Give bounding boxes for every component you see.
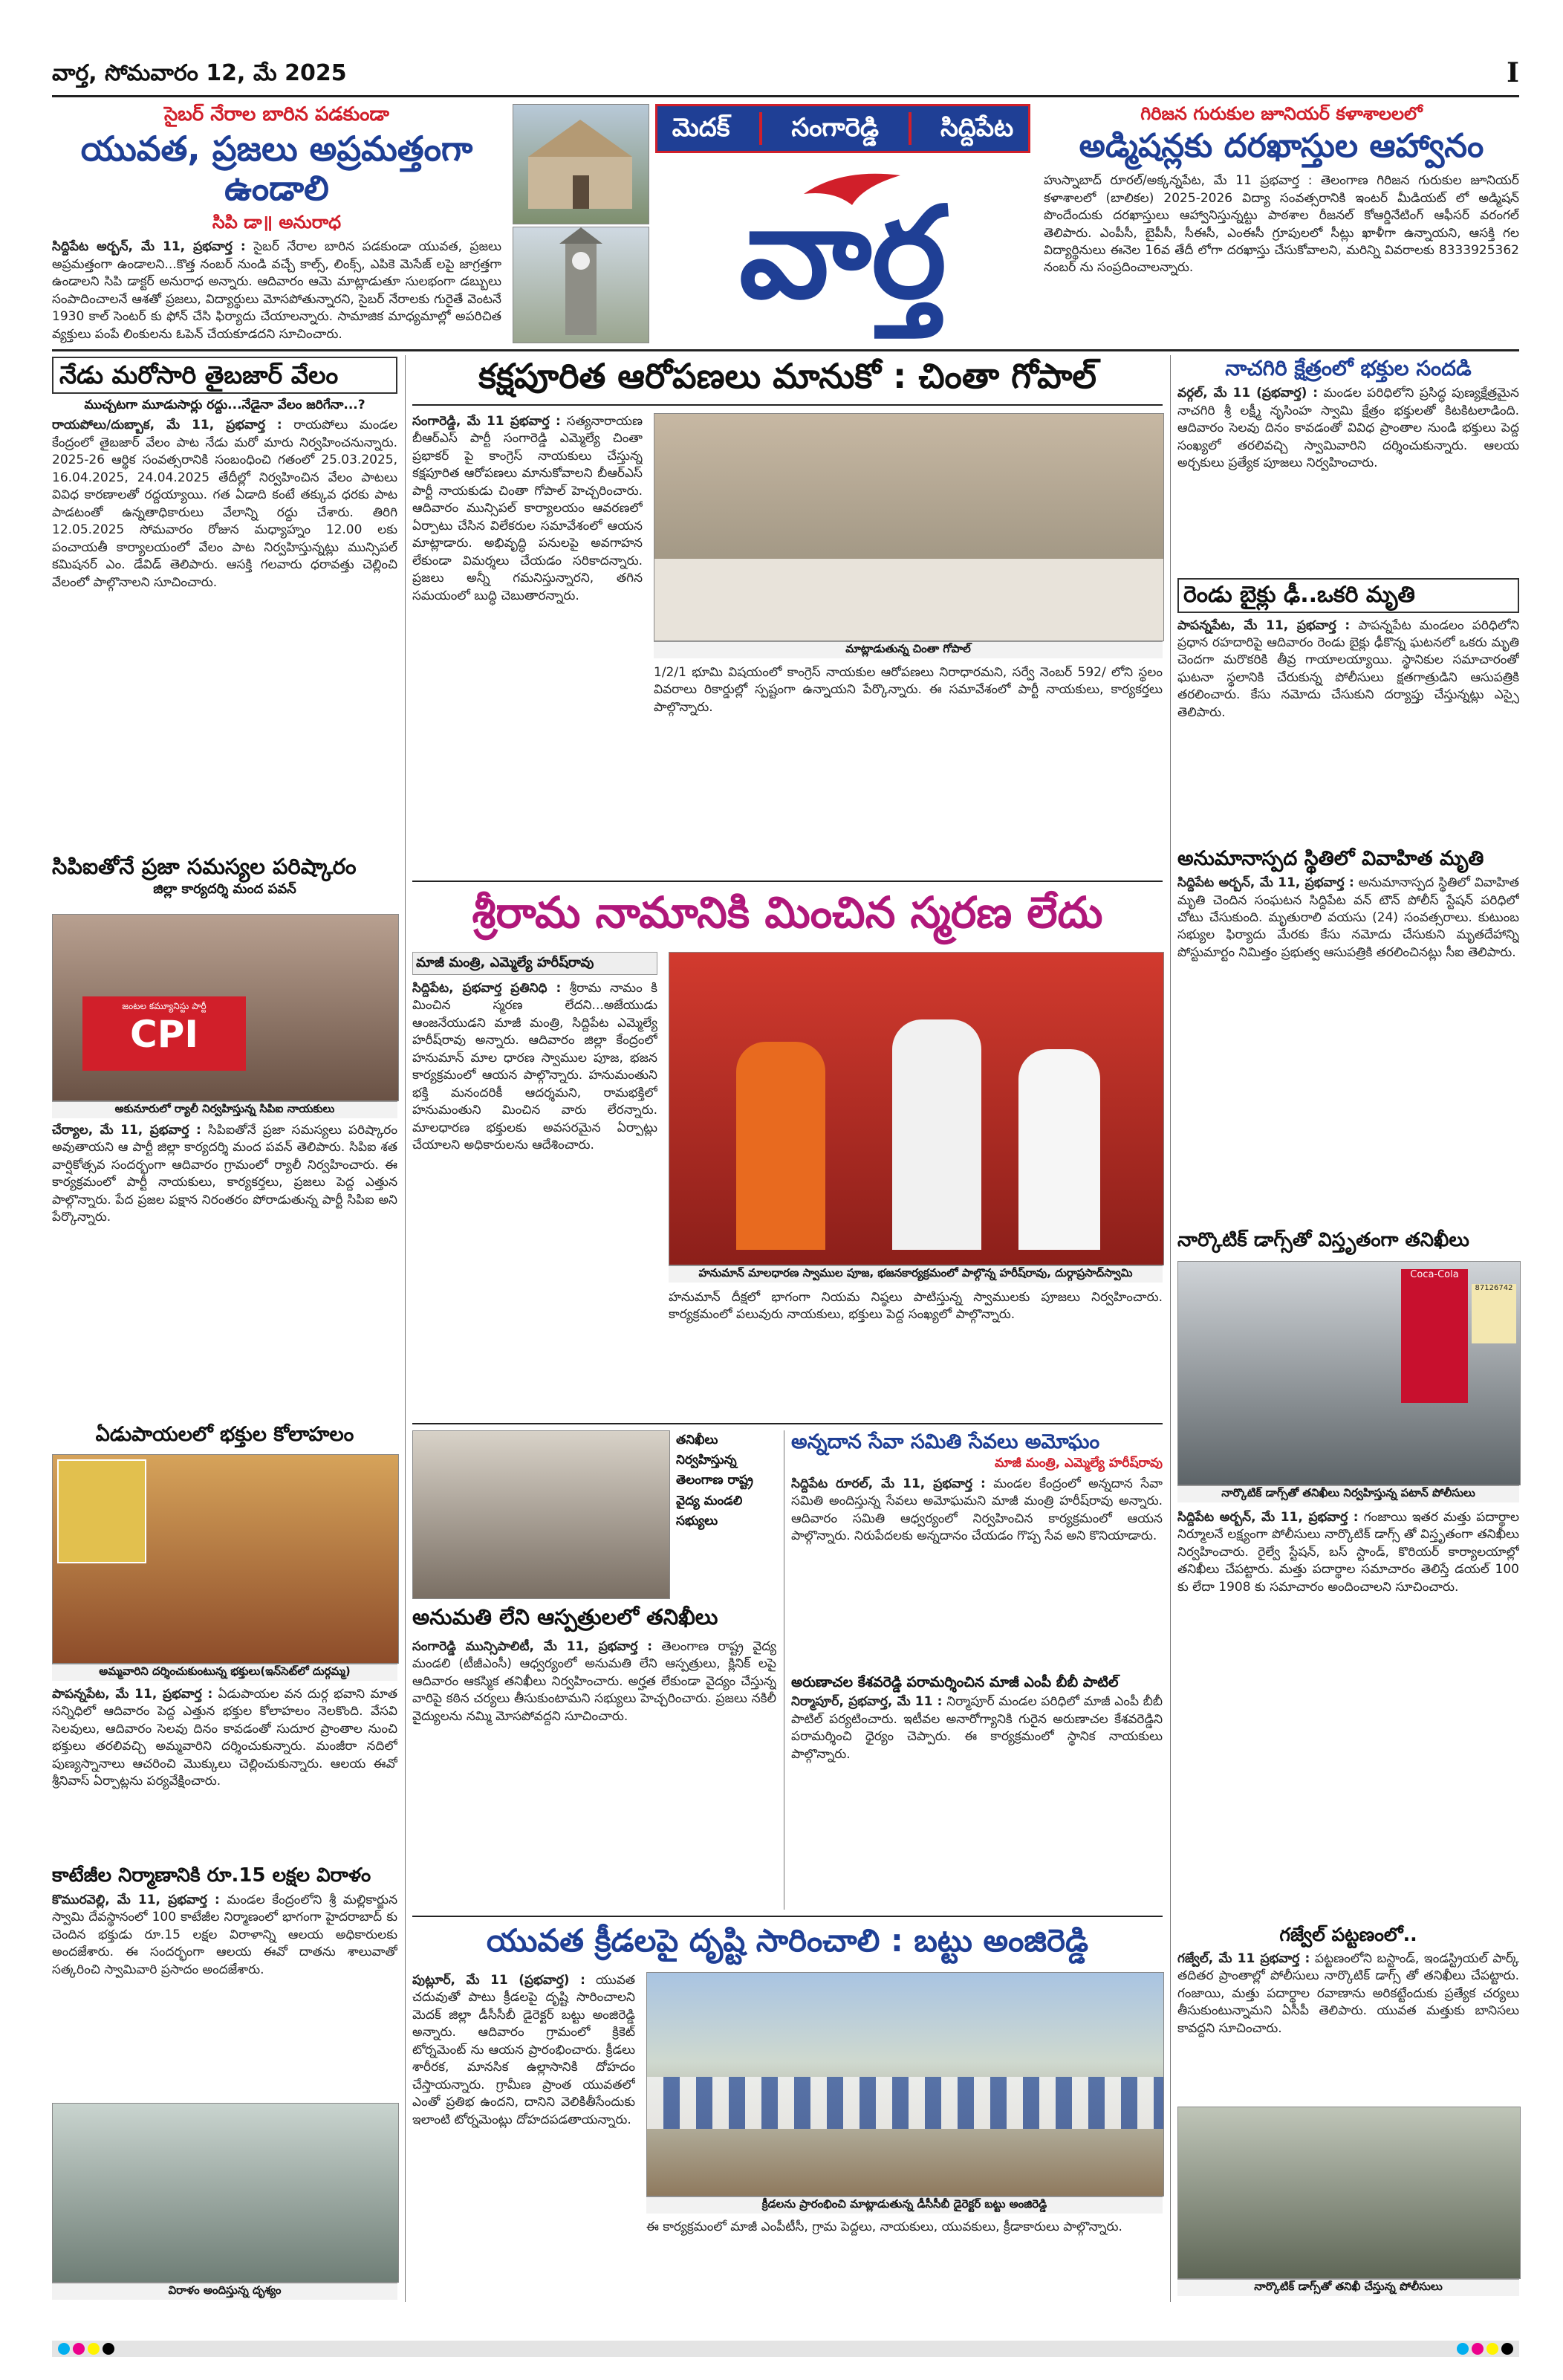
col-divider-left — [405, 355, 406, 2302]
left-s3-caption: అమ్మవారిని దర్శించుకుంటున్న భక్తులు(ఇన్‌సెట్‌లో దుర్గమ్మ) — [52, 1664, 397, 1681]
mid-bottom-body-left: యువత చదువుతో పాటు క్రీడలపై దృష్టి సారించాలని మెదక్ జిల్లా డీసీసీబీ డైరెక్టర్ బట్టు అంజిరెడ్డి అన్నారు. ఆదివారం గ్రామంలో క్రికెట్ టోర్నమెంట్ ను ఆయన ప్రారంభించారు. క్రీడలు శారీరక, మానసిక ఉల్లాసానికి దోహదం చేస్తాయన్నారు. గ్రామీణ ప్రాంత యువతలో ఎంతో ప్రతిభ ఉందని, దానిని వెలికితీసేందుకు ఇలాంటి టోర్నమెంట్లు దోహదపడతాయన్నారు. — [412, 1973, 635, 2127]
left-story-2 — [52, 855, 397, 1419]
left-s4-photo — [52, 2103, 399, 2283]
masthead — [513, 104, 1033, 342]
col-divider-right — [1170, 355, 1171, 2302]
left-story-1 — [52, 357, 397, 847]
left-s2-dateline: చేర్యాల, మే 11, ప్రభవార్త : — [52, 1123, 201, 1138]
mid-feature-caption: హనుమాన్ మాలధారణ స్వాముల పూజ, భజనకార్యక్రమంలో పాల్గొన్న హరీష్‌రావు, దుర్గాప్రసాద్‌స్వామి — [669, 1265, 1163, 1283]
banner-party-name: జంటల కమ్యూనిస్టు పార్టీ — [122, 1001, 207, 1011]
left-s2-caption: అకునూరులో ర్యాలీ నిర్వహిస్తున్న సిపిఐ నాయకులు — [52, 1101, 397, 1118]
right-story-3 — [1177, 847, 1519, 1226]
deity-inset — [57, 1459, 146, 1563]
cmyk-dots-right — [1457, 2343, 1513, 2355]
right-s4-dateline: సిద్దిపేట అర్బన్, మే 11, ప్రభవార్త : — [1177, 1510, 1359, 1525]
right-s5-body: పట్టణంలోని బస్టాండ్, ఇండస్ట్రియల్ పార్క్ తదితర ప్రాంతాల్లో పోలీసులు నార్కొటిక్ డాగ్స్ తో తనిఖీలు చేపట్టారు. గంజాయి, మత్తు పదార్థాల రవాణాను అరికట్టేందుకు ప్రత్యేక చర్యలు తీసుకుంటున్నామని ఏసీపీ తెలిపారు. యువత మత్తుకు బానిసలు కావద్దని సూచించారు. — [1177, 1951, 1519, 2036]
masthead-photo-temple — [513, 104, 649, 224]
right-story-4 — [1177, 1230, 1519, 1921]
masthead-brand-block — [655, 160, 1030, 342]
edition-medak: మెదక్ — [672, 113, 730, 143]
left-s4-body: మండల కేంద్రంలోని శ్రీ మల్లికార్జున స్వామి దేవస్థానంలో 100 కాటేజీల నిర్మాణంలో భాగంగా హైదరాబాద్ కు చెందిన భక్తుడు రూ.15 లక్షల విరాళాన్ని ఆలయ అధికారులకు అందజేశారు. ఈ సందర్భంగా ఆలయ ఈవో దాతను శాలువాతో సత్కరించి స్వామివారి ప్రసాదం అందజేశారు. — [52, 1892, 397, 1977]
mid-bottom-dateline: పుట్లూర్, మే 11 (ప్రభవార్త) : — [412, 1973, 585, 1988]
left-s3-body: ఏడుపాయల వన దుర్గ భవాని మాత సన్నిధిలో ఆదివారం పెద్ద ఎత్తున భక్తుల కోలాహలం నెలకొంది. వేసవి సెలవులు, ఆదివారం సెలవు దినం కావడంతో సుదూర ప్రాంతాల నుంచి భక్తులు తరలివచ్చి అమ్మవారిని దర్శించుకున్నారు. మంజీరా నదిలో పుణ్యస్నానాలు ఆచరించి మొక్కులు చెల్లించుకున్నారు. ఆలయ ఈవో శ్రీనివాస్ ఏర్పాట్లను పర్యవేక్షించారు. — [52, 1687, 397, 1789]
mid-feature-photo — [669, 952, 1164, 1265]
edition-sangareddy: సంగారెడ్డి — [791, 113, 880, 143]
left-s1-dateline: రాయపోలు/దుబ్బాక, మే 11, ప్రభవార్త : — [52, 418, 282, 433]
mid-feature-headline: శ్రీరామ నామానికి మించిన స్మరణ లేదు — [472, 887, 1103, 938]
right-s1-body: మండల పరిధిలోని ప్రసిద్ధ పుణ్యక్షేత్రమైన నాచగిరి శ్రీ లక్ష్మీ నృసింహ స్వామి క్షేత్రం భక్తులతో కిటకిటలాడింది. ఆదివారం సెలవు దినం కావడంతో వివిధ ప్రాంతాల నుండి భక్తులు పెద్ద సంఖ్యలో తరలివచ్చి స్వామివారిని దర్శించుకున్నారు. ఆలయ అర్చకులు ప్రత్యేక పూజలు నిర్వహించారు. — [1177, 386, 1519, 470]
mid-lower-right-byline: మాజీ మంత్రి, ఎమ్మెల్యే హరీష్‌రావు — [994, 1456, 1163, 1471]
left-s2-byline: జిల్లా కార్యదర్శి మంద పవన్ — [153, 881, 296, 898]
mid-top-caption: మాట్లాడుతున్న చింతా గోపాల్ — [654, 641, 1163, 658]
mid-lower-right-sub-body: నిర్మాపూర్ మండల పరిధిలో మాజీ ఎంపీ బీబీ పాటిల్ పర్యటించారు. ఇటీవల అనారోగ్యానికి గురైన అరుణాచల కేశవరెడ్డిని పరామర్శించి ధైర్యం చెప్పారు. ఈ కార్యక్రమంలో స్థానిక నాయకులు పాల్గొన్నారు. — [791, 1694, 1163, 1762]
masthead-brand: వార్త — [739, 180, 946, 327]
edition-siddipet: సిద్దిపేట — [940, 113, 1014, 143]
mid-top-dateline: సంగారెడ్డి, మే 11 ప్రభవార్త : — [412, 414, 561, 429]
left-s4-caption: విరాళం అందిస్తున్న దృశ్యం — [52, 2283, 397, 2300]
mid-lower-right-body: మండల కేంద్రంలో అన్నదాన సేవా సమితి అందిస్తున్న సేవలు అమోఘమని మాజీ మంత్రి హరీష్‌రావు అన్నారు. ఆదివారం సమితి ఆధ్వర్యంలో నిర్వహించిన కార్యక్రమంలో ఆయన పాల్గొన్నారు. నిరుపేదలకు అన్నదానం చేయడం గొప్ప సేవ అని కొనియాడారు. — [791, 1476, 1163, 1543]
left-s3-dateline: పాపన్నపేట, మే 11, ప్రభవార్త : — [52, 1687, 213, 1702]
left-story-4 — [52, 1865, 397, 2303]
mid-top-body-right: 1/2/1 భూమి విషయంలో కాంగ్రెస్ నాయకుల ఆరోపణలు నిరాధారమని, సర్వే నెంబర్ 592/ లోని స్థలం వివరాలు రికార్డుల్లో స్పష్టంగా ఉన్నాయని పేర్కొన్నారు. ఈ సమావేశంలో పార్టీ నాయకులు, కార్యకర్తలు పాల్గొన్నారు. — [654, 665, 1163, 715]
temple-illustration — [513, 105, 649, 224]
top-left-kicker: సైబర్ నేరాల బారిన పడకుండా — [164, 103, 389, 126]
shop-board — [1472, 1284, 1516, 1343]
left-s1-kicker: ముచ్చటగా మూడుసార్లు రద్దు...నేడైనా వేలం జరిగేనా...? — [84, 397, 365, 412]
mid-feature-dateline: సిద్దిపేట, ప్రభవార్త ప్రతినిధి : — [412, 981, 562, 996]
mid-lower-right-story — [791, 1430, 1163, 1910]
top-left-byline: సిపి డా॥ అనురాధ — [212, 211, 342, 233]
mid-bottom-story — [412, 1923, 1163, 2302]
right-s5-dateline: గజ్వేల్, మే 11 ప్రభవార్త : — [1177, 1951, 1310, 1966]
mid-feature-story — [412, 888, 1163, 1419]
coke-fridge — [1401, 1269, 1468, 1403]
left-s4-dateline: కొమురవెల్లి, మే 11, ప్రభవార్త : — [52, 1892, 220, 1907]
right-s4-headline: నార్కొటిక్ డాగ్స్‌తో విస్తృతంగా తనిఖీలు — [1177, 1229, 1469, 1251]
mid-lower-left-body: తెలంగాణ రాష్ట్ర వైద్య మండలి (టీజీఎంసీ) ఆధ్వర్యంలో అనుమతి లేని ఆస్పత్రులు, క్లినిక్ లపై ఆదివారం ఆకస్మిక తనిఖీలు నిర్వహించారు. అర్హత లేకుండా వైద్యం చేస్తున్న వారిపై కఠిన చర్యలు తీసుకుంటామని సభ్యులు హెచ్చరించారు. ప్రజలు నకిలీ వైద్యులను నమ్మి మోసపోవద్దని సూచించారు. — [412, 1639, 776, 1724]
mid-lower-left-side-caption: తనిఖీలు నిర్వహిస్తున్న తెలంగాణ రాష్ట్ర వైద్య మండలి సభ్యులు — [676, 1433, 753, 1528]
right-s4-body: గంజాయి ఇతర మత్తు పదార్థాల నిర్మూలనే లక్ష్యంగా పోలీసులు నార్కొటిక్ డాగ్స్ తో విస్తృతంగా తనిఖీలు నిర్వహించారు. రైల్వే స్టేషన్, బస్ స్టాండ్, కొరియర్ కార్యాలయాల్లో తనిఖీలు చేపట్టారు. మత్తు పదార్థాల సమాచారం తెలిస్తే డయల్ 100 కు లేదా 1908 కు సమాచారం అందించాలని సూచించారు. — [1177, 1510, 1519, 1595]
edition-divider — [759, 112, 762, 145]
left-s4-headline: కాటేజీల నిర్మాణానికి రూ.15 లక్షల విరాళం — [52, 1864, 371, 1887]
right-s3-body: అనుమానాస్పద స్థితిలో వివాహిత మృతి చెందిన సంఘటన సిద్దిపేట వన్ టౌన్ పోలీస్ స్టేషన్ పరిధిలో చోటు చేసుకుంది. మృతురాలి వయసు (24) సంవత్సరాలు. కుటుంబ సభ్యుల ఫిర్యాదు మేరకు కేసు నమోదు చేసుకుని మృతదేహాన్ని పోస్టుమార్టం నిమిత్తం ప్రభుత్వ ఆసుపత్రికి తరలించినట్లు సీఐ తెలిపారు. — [1177, 875, 1519, 960]
right-s5-headline: గజ్వేల్ పట్టణంలో.. — [1279, 1924, 1417, 1945]
right-s3-headline: అనుమానాస్పద స్థితిలో వివాహిత మృతి — [1177, 847, 1484, 870]
mid-feature-byline: మాజీ మంత్రి, ఎమ్మెల్యే హరీష్‌రావు — [412, 952, 657, 975]
left-s1-body: రాయపోలు మండల కేంద్రంలో తైబజార్ వేలం పాట నేడు మరో మారు నిర్వహించనున్నారు. 2025-26 ఆర్థిక సంవత్సరానికి సంబంధించి గతంలో 25.03.2025, 16.04.2025, 24.04.2025 తేదీల్లో నిర్వహించిన వేలం పాటలు వివిధ కారణాలతో రద్దయ్యాయి. గత ఏడాది కంటే తక్కువ ధరకు పాట పాడటంతో ఉన్నతాధికారులు వేలాన్ని రద్దు చేశారు. తిరిగి 12.05.2025 సోమవారం రోజున మధ్యాహ్నం 12.00 లకు పంచాయతీ కార్యాలయంలో వేలం పాట నిర్వహిస్తున్నట్లు మున్సిపల్ కమిషనర్ ఎం. డేవిడ్ తెలిపారు. ఆసక్తి గలవారు ధరావత్తు చెల్లించి వేలంలో పాల్గొనాలని సూచించారు. — [52, 418, 397, 590]
left-s1-headline: నేడు మరోసారి తైబజార్ వేలం — [52, 357, 397, 394]
masthead-edition-bar — [655, 104, 1030, 153]
mid-lower-right-headline: అన్నదాన సేవా సమితి సేవలు అమోఘం — [791, 1430, 1100, 1453]
mid-feature-body-left: శ్రీరామ నామం కి మించిన స్మరణ లేదని...అజేయుడు ఆంజనేయుడని మాజీ మంత్రి, సిద్దిపేట ఎమ్మెల్యే హరీష్‌రావు అన్నారు. ఆదివారం జిల్లా కేంద్రంలో హనుమాన్ మాల ధారణ స్వాముల పూజ, భజన కార్యక్రమంలో ఆయన పాల్గొన్నారు. హనుమంతుని భక్తి మనందరికీ ఆదర్శమని, రామభక్తిలో హనుమంతుని మించిన వారు లేరన్నారు. మాలధారణ భక్తులకు అవసరమైన ఏర్పాట్లు చేయాలని అధికారులను ఆదేశించారు. — [412, 981, 657, 1153]
right-s2-headline: రెండు బైక్లు ఢీ..ఒకరి మృతి — [1177, 578, 1519, 613]
right-story-2 — [1177, 578, 1519, 842]
right-story-5 — [1177, 1925, 1519, 2303]
mid-lower-left-story — [412, 1430, 776, 1910]
paper-date: వార్త, సోమవారం 12, మే 2025 — [52, 60, 347, 86]
top-left-dateline: సిద్దిపేట అర్బన్, మే 11, ప్రభవార్త : — [52, 239, 246, 255]
mid-feature-body-right: హనుమాన్ దీక్షలో భాగంగా నియమ నిష్ఠలు పాటిస్తున్న స్వాములకు పూజలు నిర్వహించారు. కార్యక్రమంలో పలువురు నాయకులు, భక్తులు పెద్ద సంఖ్యలో పాల్గొన్నారు. — [669, 1290, 1163, 1323]
left-s3-photo — [52, 1454, 399, 1664]
banner-cpi: CPI — [130, 1013, 198, 1056]
mid-lower-right-sub-headline: అరుణాచల కేశవరెడ్డి పరామర్శించిన మాజీ ఎంపీ బీబీ పాటిల్ — [791, 1673, 1119, 1690]
mid-lower-left-dateline: సంగారెడ్డి మున్సిపాలిటీ, మే 11, ప్రభవార్త : — [412, 1639, 653, 1654]
top-left-body: సైబర్ నేరాల బారిన పడకుండా యువత, ప్రజలు అప్రమత్తంగా ఉండాలని...కొత్త నంబర్ నుండి వచ్చే కాల్స్, లింక్స్, ఎపికె మెసేజ్ లపై జాగ్రత్తగా ఉండాలని సిపి డాక్టర్ అనురాధ అన్నారు. ఆదివారం ఆమె మాట్లాడుతూ సులభంగా డబ్బులు సంపాదించాలనే ఆశతో ప్రజలు, విద్యార్థులు మోసపోతున్నారని, సైబర్ నేరాలకు గురైతే వెంటనే 1930 కాల్ సెంటర్ కు ఫోన్ చేసి ఫిర్యాదు చేయాలన్నారు. సామాజిక మాధ్యమాల్లో అపరిచిత వ్యక్తులు పంపే లింకులను ఓపెన్ చేయకూడదని సూచించారు. — [52, 239, 501, 342]
mid-top-photo — [654, 413, 1164, 641]
top-right-headline: అడ్మిషన్లకు దరఖాస్తుల ఆహ్వానం — [1079, 126, 1484, 165]
right-s2-dateline: పాపన్నపేట, మే 11, ప్రభవార్త : — [1177, 617, 1351, 633]
mid-bottom-body-right: ఈ కార్యక్రమంలో మాజీ ఎంపీటీసీ, గ్రామ పెద్దలు, నాయకులు, యువకులు, క్రీడాకారులు పాల్గొన్నారు. — [646, 2220, 1122, 2234]
fridge-label: Coca-Cola — [1410, 1269, 1459, 1280]
left-s2-body: సిపిఐతోనే ప్రజా సమస్యలు పరిష్కారం అవుతాయని ఆ పార్టీ జిల్లా కార్యదర్శి మంద పవన్ తెలిపారు. సిపిఐ శత వార్షికోత్సవ సందర్భంగా ఆదివారం గ్రామంలో ర్యాలీ నిర్వహించారు. ఈ కార్యక్రమంలో పార్టీ నాయకులు, కార్యకర్తలు, ప్రజలు పెద్ద ఎత్తున పాల్గొన్నారు. పేద ప్రజల పక్షాన నిరంతరం పోరాడుతున్న పార్టీ సిపిఐ అని పేర్కొన్నారు. — [52, 1123, 397, 1225]
right-s4-photo — [1177, 1261, 1521, 1485]
right-story-1 — [1177, 357, 1519, 572]
top-right-story — [1044, 104, 1519, 342]
masthead-photo-tower — [513, 227, 649, 343]
right-s1-headline: నాచగిరి క్షేత్రంలో భక్తుల సందడి — [1225, 356, 1472, 380]
right-s3-dateline: సిద్దిపేట అర్బన్, మే 11, ప్రభవార్త : — [1177, 875, 1354, 891]
top-right-body: హుస్నాబాద్ రూరల్/అక్కన్నపేట, మే 11 ప్రభవార్త : తెలంగాణ గిరిజన గురుకుల జూనియర్ కళాశాలలో (బాలికల) 2025-2026 విద్యా సంవత్సరానికి ఇంటర్ మీడియట్ లో అడ్మిషన్ పొందేందుకు దరఖాస్తులు ఆహ్వానిస్తున్నట్టు పాఠశాల రీజనల్ కోఆర్డినేటింగ్ ఆఫీసర్ వరంగల్ తెలిపారు. ఎంపీసీ, బైపీసీ, సీఈసీ, ఎంఈసీ గ్రూపులలో సీట్లు ఖాళీగా ఉన్నాయని, ఆసక్తి గల విద్యార్థినులు ఈనెల 16వ తేదీ లోగా దరఖాస్తు చేసుకోవాలని, మరిన్ని వివరాలకు 8333925362 నంబర్ ను సంప్రదించాలన్నారు. — [1044, 173, 1519, 276]
page-header — [52, 58, 1519, 92]
left-story-3 — [52, 1423, 397, 1861]
mid-lower-left-photo — [412, 1430, 670, 1599]
footer-registration-bar — [52, 2341, 1519, 2357]
right-s5-caption: నార్కొటిక్ డాగ్స్‌తో తనిఖీ చేస్తున్న పోలీసులు — [1177, 2279, 1519, 2296]
left-s2-headline: సిపిఐతోనే ప్రజా సమస్యల పరిష్కారం — [52, 854, 357, 879]
left-s3-headline: ఏడుపాయలలో భక్తుల కోలాహలం — [95, 1423, 354, 1446]
mid-top-story — [412, 357, 1163, 877]
cmyk-dots-left — [58, 2343, 114, 2355]
section-rule — [52, 349, 1519, 351]
header-rule — [52, 95, 1519, 97]
top-left-story — [52, 104, 501, 342]
clocktower-illustration — [513, 227, 649, 343]
shop-phone: 87126742 — [1475, 1284, 1513, 1292]
right-s1-dateline: వర్గల్, మే 11 (ప్రభవార్త) : — [1177, 386, 1319, 401]
mid-top-headline: కక్షపూరిత ఆరోపణలు మానుకో : చింతా గోపాల్ — [478, 356, 1097, 396]
edition-divider — [909, 112, 912, 145]
mid-top-body-left: సత్యనారాయణ బీఆర్ఎస్ పార్టీ సంగారెడ్డి ఎమ్మెల్యే చింతా ప్రభాకర్ పై కాంగ్రెస్ నాయకులు చేస్తున్న కక్షపూరిత ఆరోపణలు మానుకోవాలని బీఆర్ఎస్ పార్టీ నాయకుడు చింతా గోపాల్ హెచ్చరించారు. ఆదివారం మున్సిపల్ కార్యాలయం ఆవరణలో ఏర్పాటు చేసిన విలేకరుల సమావేశంలో ఆయన మాట్లాడారు. అభివృద్ధి పనులపై అవగాహన లేకుండా విమర్శలు చేయడం సరికాదన్నారు. ప్రజలు అన్నీ గమనిస్తున్నారని, తగిన సమయంలో బుద్ధి చెబుతారన్నారు. — [412, 414, 643, 603]
mid-lower-left-headline: అనుమతి లేని ఆస్పత్రులలో తనిఖీలు — [412, 1604, 718, 1630]
left-s2-photo — [52, 914, 399, 1101]
right-s2-body: పాపన్నపేట మండలం పరిధిలోని ప్రధాన రహదారిపై ఆదివారం రెండు బైక్లు ఢీకొన్న ఘటనలో ఒకరు మృతి చెందగా మరొకరికి తీవ్ర గాయాలయ్యాయి. స్థానికుల సమాచారంతో ఘటనా స్థలానికి చేరుకున్న పోలీసులు క్షతగాత్రుడిని ఆసుపత్రికి తరలించారు. కేసు నమోదు చేసుకుని దర్యాప్తు చేస్తున్నట్లు ఎస్సై తెలిపారు. — [1177, 617, 1519, 720]
mid-bottom-photo — [646, 1972, 1164, 2196]
top-left-headline: యువత, ప్రజలు అప్రమత్తంగా ఉండాలి — [80, 128, 473, 208]
mid-lower-right-dateline: సిద్దిపేట రూరల్, మే 11, ప్రభవార్త : — [791, 1476, 986, 1491]
mid-bottom-headline: యువత క్రీడలపై దృష్టి సారించాలి : బట్టు అంజిరెడ్డి — [486, 1922, 1089, 1959]
mid-lower-right-sub-dateline: నిర్మాపూర్, ప్రభవార్త, మే 11 : — [791, 1694, 943, 1710]
mid-bottom-caption: క్రీడలను ప్రారంభించి మాట్లాడుతున్న డీసీసీబీ డైరెక్టర్ బట్టు అంజిరెడ్డి — [646, 2196, 1163, 2214]
top-right-kicker: గిరిజన గురుకుల జూనియర్ కళాశాలలలో — [1140, 103, 1423, 124]
page-number: I — [1507, 57, 1519, 88]
right-s4-caption: నార్కొటిక్ డాగ్స్‌తో తనిఖీలు నిర్వహిస్తున్న పటాన్ పోలీసులు — [1177, 1485, 1519, 1502]
cpi-banner — [82, 996, 246, 1071]
right-s5-photo — [1177, 2107, 1521, 2279]
